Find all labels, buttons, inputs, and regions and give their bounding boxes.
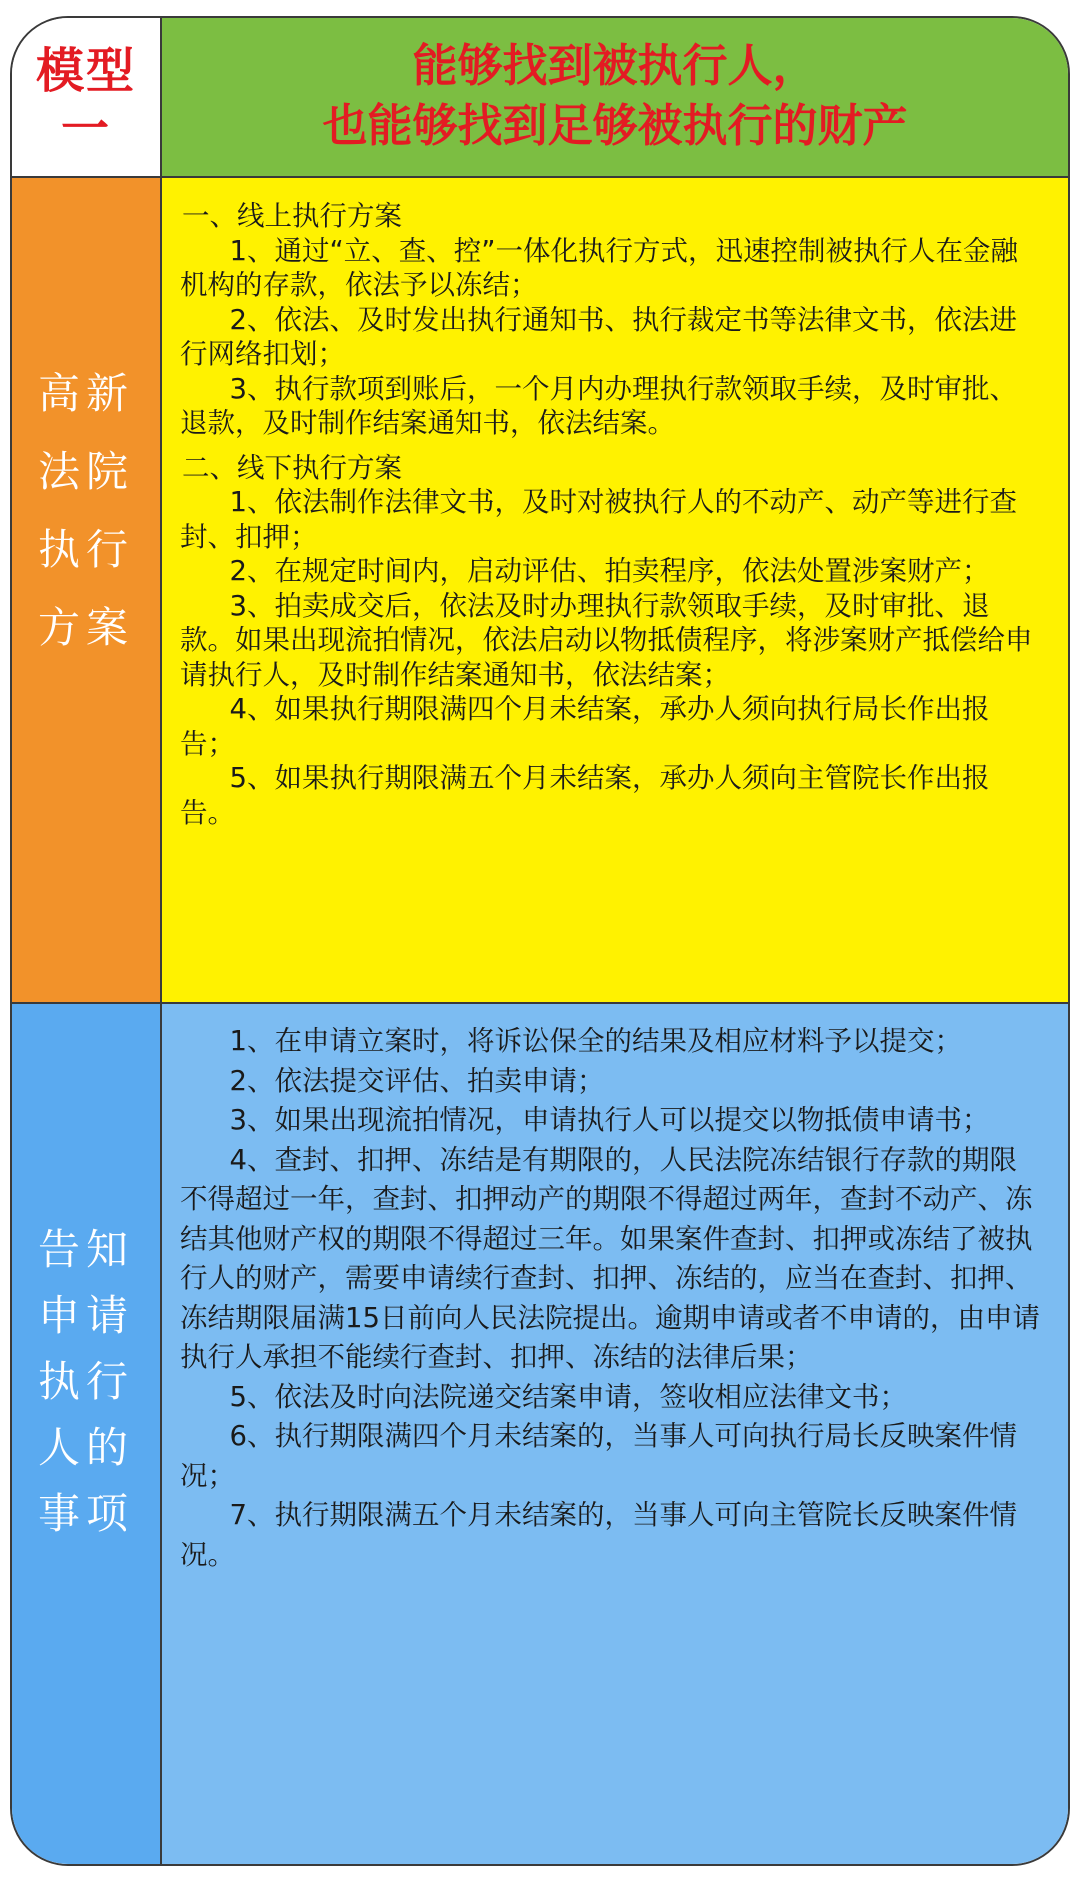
execution-plan-label-cell — [12, 178, 162, 1004]
notice-item: 3、如果出现流拍情况，申请执行人可以提交以物抵债申请书； — [229, 1104, 990, 1136]
notice-item: 4、查封、扣押、冻结是有期限的，人民法院冻结银行存款的期限不得超过一年，查封、扣押动产的期限不得超过两年，查封不动产、冻结其他财产权的期限不得超过三年。如果案件查封、扣押或冻结了被执行人的财产，需要申请续行查封、扣押、冻结的，应当在查封、扣押、冻结期限届满15日前向人民法院提出。逾期申请或者不申请的，由申请执行人承担不能续行查封、扣押、冻结的法律后果； — [180, 1143, 1040, 1373]
notice-item: 5、依法及时向法院递交结案申请，签收相应法律文书； — [229, 1380, 907, 1413]
header-cell — [162, 18, 1068, 178]
online-plan-item: 1、通过“立、查、控”一体化执行方式，迅速控制被执行人在金融机构的存款，依法予以冻结； — [180, 234, 1018, 301]
offline-plan-item: 1、依法制作法律文书，及时对被执行人的不动产、动产等进行查封、扣押； — [180, 486, 1017, 553]
notice-item: 2、依法提交评估、拍卖申请； — [229, 1064, 605, 1097]
header-title-line-1: 能够找到被执行人， — [412, 39, 818, 92]
notice-item: 7、执行期限满五个月未结案的，当事人可向主管院长反映案件情况。 — [180, 1499, 1017, 1571]
model-label-cell — [12, 18, 162, 178]
online-plan-heading: 一、线上执行方案 — [182, 200, 402, 232]
execution-plan-label: 高新 法院 执行 方案 — [37, 369, 134, 652]
model-label: 模型 一 — [35, 43, 136, 157]
notice-label: 告知 申请 执行 人的 事项 — [37, 1225, 134, 1538]
section-spacer — [180, 441, 1042, 451]
offline-plan-item: 4、如果执行期限满四个月未结案，承办人须向执行局长作出报告； — [180, 693, 990, 760]
notice-content — [180, 1022, 1042, 1575]
notice-item: 6、执行期限满四个月未结案的，当事人可向执行局长反映案件情况； — [180, 1420, 1017, 1492]
notice-content-cell — [162, 1004, 1068, 1864]
execution-plan-content — [180, 199, 1042, 830]
offline-plan-item: 5、如果执行期限满五个月未结案，承办人须向主管院长作出报告。 — [180, 762, 990, 829]
header-title-line-2: 也能够找到足够被执行的财产 — [322, 99, 908, 152]
notice-item: 1、在申请立案时，将诉讼保全的结果及相应材料予以提交； — [229, 1025, 962, 1057]
offline-plan-heading: 二、线下执行方案 — [182, 451, 402, 484]
header-title — [162, 36, 1068, 156]
offline-plan-item: 2、在规定时间内，启动评估、拍卖程序，依法处置涉案财产； — [229, 555, 990, 587]
execution-plan-content-cell — [162, 178, 1068, 1004]
offline-plan-item: 3、拍卖成交后，依法及时办理执行款领取手续，及时审批、退款。如果出现流拍情况，依法启动以物抵债程序，将涉案财产抵偿给申请执行人，及时制作结案通知书，依法结案； — [180, 589, 1033, 691]
online-plan-item: 3、执行款项到账后，一个月内办理执行款领取手续，及时审批、退款，及时制作结案通知书，依法结案。 — [180, 372, 1017, 439]
online-plan-item: 2、依法、及时发出执行通知书、执行裁定书等法律文书，依法进行网络扣划； — [180, 303, 1017, 370]
info-table — [10, 16, 1070, 1866]
notice-label-cell — [12, 1004, 162, 1864]
